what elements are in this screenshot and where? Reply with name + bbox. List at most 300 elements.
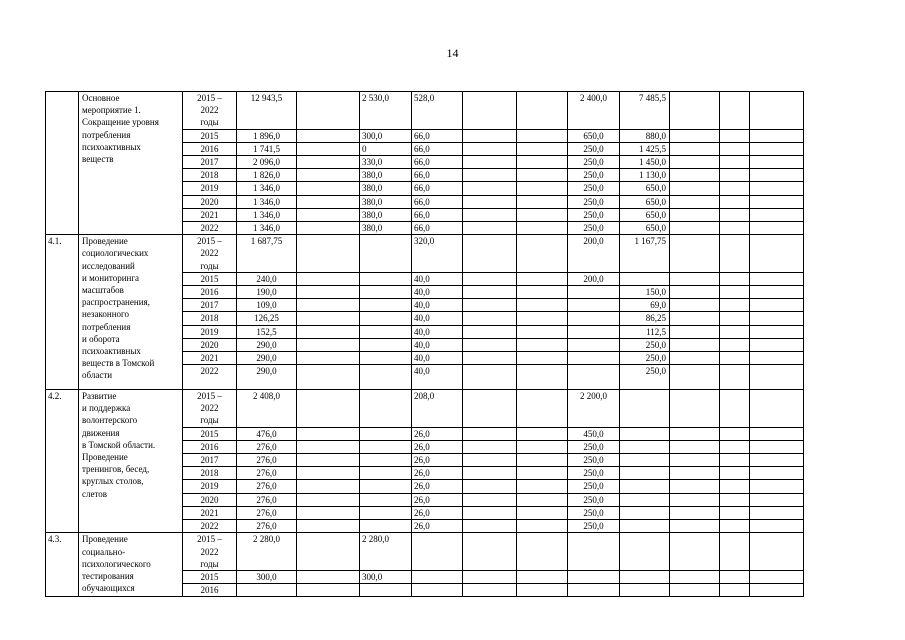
- value-cell: [463, 440, 517, 453]
- value-cell: 2 200,0: [568, 390, 620, 428]
- value-cell: [517, 480, 568, 493]
- value-cell: [237, 584, 297, 597]
- value-cell: 250,0: [620, 365, 670, 390]
- value-cell: 650,0: [568, 129, 620, 142]
- section-number: [46, 92, 79, 235]
- section-name: Основное мероприятие 1. Сокращение уровня потребления психоактивных веществ: [79, 92, 183, 235]
- value-cell: [297, 427, 360, 440]
- value-cell: [517, 195, 568, 208]
- value-cell: 40,0: [412, 286, 463, 299]
- value-cell: [297, 92, 360, 130]
- value-cell: [517, 169, 568, 182]
- value-cell: 650,0: [620, 195, 670, 208]
- value-cell: 2 280,0: [237, 533, 297, 571]
- value-cell: [720, 493, 750, 506]
- value-cell: [670, 208, 720, 221]
- value-cell: [720, 129, 750, 142]
- value-cell: 250,0: [568, 182, 620, 195]
- value-cell: [360, 520, 412, 533]
- value-cell: [517, 467, 568, 480]
- value-cell: 250,0: [568, 195, 620, 208]
- value-cell: [568, 365, 620, 390]
- value-cell: 1 346,0: [237, 182, 297, 195]
- value-cell: [463, 208, 517, 221]
- value-cell: [670, 272, 720, 285]
- value-cell: [517, 208, 568, 221]
- value-cell: [670, 195, 720, 208]
- value-cell: [750, 156, 804, 169]
- value-cell: 880,0: [620, 129, 670, 142]
- value-cell: [568, 352, 620, 365]
- year-cell: 2015: [183, 427, 237, 440]
- value-cell: [463, 299, 517, 312]
- year-cell: 2015: [183, 570, 237, 583]
- value-cell: 528,0: [412, 92, 463, 130]
- year-cell: 2022: [183, 520, 237, 533]
- period-cell: 2015 – 2022 годы: [183, 390, 237, 428]
- value-cell: [568, 570, 620, 583]
- value-cell: [720, 440, 750, 453]
- value-cell: [297, 312, 360, 325]
- value-cell: [720, 182, 750, 195]
- section-number: 4.1.: [46, 235, 79, 390]
- value-cell: [750, 454, 804, 467]
- value-cell: [360, 338, 412, 351]
- value-cell: [463, 195, 517, 208]
- value-cell: [670, 299, 720, 312]
- section-number: 4.2.: [46, 390, 79, 533]
- value-cell: [463, 506, 517, 519]
- value-cell: 380,0: [360, 195, 412, 208]
- value-cell: 86,25: [620, 312, 670, 325]
- value-cell: 250,0: [568, 493, 620, 506]
- value-cell: 2 408,0: [237, 390, 297, 428]
- value-cell: [297, 325, 360, 338]
- value-cell: 450,0: [568, 427, 620, 440]
- value-cell: [750, 235, 804, 273]
- year-cell: 2017: [183, 156, 237, 169]
- value-cell: [297, 208, 360, 221]
- value-cell: [297, 156, 360, 169]
- value-cell: [517, 365, 568, 390]
- value-cell: 1 346,0: [237, 195, 297, 208]
- value-cell: [360, 365, 412, 390]
- value-cell: 476,0: [237, 427, 297, 440]
- value-cell: [297, 338, 360, 351]
- value-cell: [670, 338, 720, 351]
- value-cell: [750, 208, 804, 221]
- value-cell: [463, 235, 517, 273]
- value-cell: [670, 222, 720, 235]
- value-cell: [670, 156, 720, 169]
- value-cell: [720, 208, 750, 221]
- value-cell: [517, 520, 568, 533]
- value-cell: [720, 156, 750, 169]
- year-cell: 2015: [183, 129, 237, 142]
- value-cell: 276,0: [237, 467, 297, 480]
- value-cell: [750, 312, 804, 325]
- value-cell: [297, 142, 360, 155]
- value-cell: 290,0: [237, 352, 297, 365]
- year-cell: 2018: [183, 169, 237, 182]
- value-cell: 276,0: [237, 506, 297, 519]
- value-cell: [517, 142, 568, 155]
- value-cell: 40,0: [412, 312, 463, 325]
- value-cell: [750, 506, 804, 519]
- value-cell: [360, 454, 412, 467]
- year-cell: 2019: [183, 182, 237, 195]
- value-cell: 26,0: [412, 506, 463, 519]
- value-cell: [750, 533, 804, 571]
- value-cell: [463, 365, 517, 390]
- value-cell: 380,0: [360, 222, 412, 235]
- value-cell: 200,0: [568, 235, 620, 273]
- value-cell: 380,0: [360, 208, 412, 221]
- value-cell: [620, 480, 670, 493]
- value-cell: [720, 338, 750, 351]
- value-cell: [750, 584, 804, 597]
- value-cell: [720, 169, 750, 182]
- value-cell: [750, 299, 804, 312]
- value-cell: [297, 506, 360, 519]
- value-cell: [750, 142, 804, 155]
- value-cell: [750, 440, 804, 453]
- period-cell: 2015 – 2022 годы: [183, 235, 237, 273]
- value-cell: 1 896,0: [237, 129, 297, 142]
- budget-table: [45, 91, 804, 597]
- value-cell: [297, 195, 360, 208]
- value-cell: [568, 325, 620, 338]
- value-cell: [670, 533, 720, 571]
- value-cell: 40,0: [412, 272, 463, 285]
- value-cell: [517, 493, 568, 506]
- value-cell: [720, 570, 750, 583]
- value-cell: 26,0: [412, 480, 463, 493]
- value-cell: [720, 195, 750, 208]
- value-cell: [297, 272, 360, 285]
- section-name: Развитие и поддержка волонтерского движения в Томской области. Проведение тренингов, бесед, круглых столов, слетов: [79, 390, 183, 533]
- value-cell: 26,0: [412, 493, 463, 506]
- value-cell: 69,0: [620, 299, 670, 312]
- value-cell: [360, 584, 412, 597]
- value-cell: 152,5: [237, 325, 297, 338]
- value-cell: [517, 570, 568, 583]
- value-cell: [720, 520, 750, 533]
- value-cell: 300,0: [360, 129, 412, 142]
- value-cell: [620, 467, 670, 480]
- value-cell: [297, 467, 360, 480]
- value-cell: 7 485,5: [620, 92, 670, 130]
- value-cell: [517, 325, 568, 338]
- value-cell: 276,0: [237, 480, 297, 493]
- value-cell: 650,0: [620, 182, 670, 195]
- value-cell: [463, 129, 517, 142]
- value-cell: [670, 352, 720, 365]
- value-cell: [720, 272, 750, 285]
- value-cell: 208,0: [412, 390, 463, 428]
- value-cell: [720, 352, 750, 365]
- value-cell: 250,0: [568, 208, 620, 221]
- value-cell: [463, 338, 517, 351]
- value-cell: [670, 467, 720, 480]
- value-cell: 66,0: [412, 208, 463, 221]
- value-cell: [620, 493, 670, 506]
- value-cell: [568, 286, 620, 299]
- section-name: Проведение социологических исследований и мониторинга масштабов распространения, незаконного потребления и оборота психоактивных веществ в Томской области: [79, 235, 183, 390]
- value-cell: 26,0: [412, 520, 463, 533]
- section-total-row: [46, 390, 804, 428]
- value-cell: [297, 493, 360, 506]
- value-cell: [720, 312, 750, 325]
- year-cell: 2018: [183, 467, 237, 480]
- value-cell: 109,0: [237, 299, 297, 312]
- value-cell: [297, 365, 360, 390]
- value-cell: [297, 352, 360, 365]
- value-cell: [620, 506, 670, 519]
- value-cell: 1 425,5: [620, 142, 670, 155]
- value-cell: [620, 520, 670, 533]
- value-cell: [517, 156, 568, 169]
- value-cell: [720, 235, 750, 273]
- value-cell: 2 096,0: [237, 156, 297, 169]
- value-cell: [463, 480, 517, 493]
- value-cell: [297, 390, 360, 428]
- value-cell: [720, 533, 750, 571]
- value-cell: 250,0: [568, 156, 620, 169]
- value-cell: [670, 169, 720, 182]
- value-cell: 0: [360, 142, 412, 155]
- value-cell: [463, 142, 517, 155]
- value-cell: 26,0: [412, 467, 463, 480]
- value-cell: [750, 520, 804, 533]
- value-cell: 250,0: [620, 352, 670, 365]
- value-cell: 40,0: [412, 325, 463, 338]
- value-cell: [670, 454, 720, 467]
- value-cell: 290,0: [237, 365, 297, 390]
- value-cell: 380,0: [360, 169, 412, 182]
- value-cell: [463, 584, 517, 597]
- value-cell: [463, 454, 517, 467]
- value-cell: [517, 352, 568, 365]
- value-cell: [463, 312, 517, 325]
- value-cell: [463, 92, 517, 130]
- value-cell: [670, 365, 720, 390]
- value-cell: 300,0: [237, 570, 297, 583]
- value-cell: [517, 286, 568, 299]
- value-cell: 250,0: [620, 338, 670, 351]
- value-cell: [463, 520, 517, 533]
- value-cell: 250,0: [568, 520, 620, 533]
- value-cell: [720, 454, 750, 467]
- value-cell: [750, 352, 804, 365]
- year-cell: 2016: [183, 286, 237, 299]
- year-cell: 2017: [183, 454, 237, 467]
- value-cell: [568, 312, 620, 325]
- value-cell: [517, 338, 568, 351]
- value-cell: 1 130,0: [620, 169, 670, 182]
- value-cell: [412, 533, 463, 571]
- value-cell: [517, 299, 568, 312]
- value-cell: [620, 533, 670, 571]
- value-cell: 250,0: [568, 454, 620, 467]
- section-number: 4.3.: [46, 533, 79, 597]
- value-cell: [568, 299, 620, 312]
- value-cell: 40,0: [412, 365, 463, 390]
- value-cell: 1 826,0: [237, 169, 297, 182]
- value-cell: [297, 584, 360, 597]
- value-cell: 1 167,75: [620, 235, 670, 273]
- value-cell: [750, 480, 804, 493]
- value-cell: 650,0: [620, 208, 670, 221]
- value-cell: [620, 272, 670, 285]
- value-cell: [720, 506, 750, 519]
- value-cell: [360, 235, 412, 273]
- value-cell: [670, 92, 720, 130]
- value-cell: [463, 570, 517, 583]
- value-cell: 40,0: [412, 338, 463, 351]
- value-cell: 276,0: [237, 520, 297, 533]
- value-cell: [517, 390, 568, 428]
- value-cell: [463, 222, 517, 235]
- value-cell: [463, 352, 517, 365]
- value-cell: [750, 493, 804, 506]
- value-cell: [568, 533, 620, 571]
- value-cell: [297, 454, 360, 467]
- value-cell: 650,0: [620, 222, 670, 235]
- value-cell: [297, 286, 360, 299]
- value-cell: [463, 286, 517, 299]
- value-cell: [517, 584, 568, 597]
- value-cell: [568, 338, 620, 351]
- value-cell: [297, 182, 360, 195]
- value-cell: 66,0: [412, 169, 463, 182]
- value-cell: [620, 584, 670, 597]
- value-cell: 2 400,0: [568, 92, 620, 130]
- value-cell: [517, 272, 568, 285]
- year-cell: 2017: [183, 299, 237, 312]
- year-cell: 2018: [183, 312, 237, 325]
- value-cell: [517, 235, 568, 273]
- year-cell: 2022: [183, 365, 237, 390]
- value-cell: [360, 467, 412, 480]
- year-cell: 2021: [183, 352, 237, 365]
- value-cell: [620, 570, 670, 583]
- value-cell: [670, 493, 720, 506]
- value-cell: 2 530,0: [360, 92, 412, 130]
- value-cell: [670, 390, 720, 428]
- year-cell: 2019: [183, 480, 237, 493]
- value-cell: [517, 129, 568, 142]
- value-cell: [517, 427, 568, 440]
- value-cell: [360, 312, 412, 325]
- value-cell: 126,25: [237, 312, 297, 325]
- value-cell: 276,0: [237, 440, 297, 453]
- value-cell: [620, 427, 670, 440]
- value-cell: [620, 390, 670, 428]
- value-cell: [517, 182, 568, 195]
- value-cell: [670, 286, 720, 299]
- value-cell: 200,0: [568, 272, 620, 285]
- value-cell: [360, 272, 412, 285]
- value-cell: [517, 312, 568, 325]
- value-cell: [620, 454, 670, 467]
- value-cell: 190,0: [237, 286, 297, 299]
- value-cell: 112,5: [620, 325, 670, 338]
- year-cell: 2020: [183, 195, 237, 208]
- value-cell: 66,0: [412, 182, 463, 195]
- value-cell: [670, 584, 720, 597]
- value-cell: 250,0: [568, 506, 620, 519]
- value-cell: 1 346,0: [237, 222, 297, 235]
- year-cell: 2016: [183, 584, 237, 597]
- value-cell: 250,0: [568, 222, 620, 235]
- period-cell: 2015 – 2022 годы: [183, 533, 237, 571]
- value-cell: [750, 390, 804, 428]
- value-cell: 26,0: [412, 427, 463, 440]
- value-cell: 2 280,0: [360, 533, 412, 571]
- value-cell: [360, 493, 412, 506]
- year-cell: 2015: [183, 272, 237, 285]
- value-cell: [670, 325, 720, 338]
- value-cell: [517, 440, 568, 453]
- value-cell: [750, 272, 804, 285]
- value-cell: 380,0: [360, 182, 412, 195]
- value-cell: [360, 506, 412, 519]
- value-cell: 150,0: [620, 286, 670, 299]
- section-total-row: [46, 92, 804, 130]
- value-cell: [670, 129, 720, 142]
- value-cell: [463, 272, 517, 285]
- value-cell: [297, 299, 360, 312]
- value-cell: 1 450,0: [620, 156, 670, 169]
- value-cell: 250,0: [568, 142, 620, 155]
- value-cell: [360, 325, 412, 338]
- value-cell: 276,0: [237, 454, 297, 467]
- value-cell: [750, 169, 804, 182]
- value-cell: [750, 129, 804, 142]
- period-cell: 2015 – 2022 годы: [183, 92, 237, 130]
- value-cell: 12 943,5: [237, 92, 297, 130]
- year-cell: 2021: [183, 506, 237, 519]
- year-cell: 2021: [183, 208, 237, 221]
- value-cell: [463, 169, 517, 182]
- value-cell: [670, 312, 720, 325]
- value-cell: [720, 467, 750, 480]
- value-cell: 26,0: [412, 440, 463, 453]
- value-cell: [412, 570, 463, 583]
- value-cell: 250,0: [568, 440, 620, 453]
- value-cell: [750, 570, 804, 583]
- value-cell: [750, 92, 804, 130]
- value-cell: 290,0: [237, 338, 297, 351]
- value-cell: [670, 235, 720, 273]
- value-cell: [720, 325, 750, 338]
- value-cell: [670, 520, 720, 533]
- value-cell: 276,0: [237, 493, 297, 506]
- value-cell: 1 346,0: [237, 208, 297, 221]
- value-cell: [750, 427, 804, 440]
- year-cell: 2016: [183, 142, 237, 155]
- value-cell: 66,0: [412, 195, 463, 208]
- value-cell: [720, 365, 750, 390]
- value-cell: [720, 222, 750, 235]
- value-cell: [720, 286, 750, 299]
- year-cell: 2016: [183, 440, 237, 453]
- value-cell: [463, 325, 517, 338]
- value-cell: 240,0: [237, 272, 297, 285]
- value-cell: [297, 129, 360, 142]
- value-cell: [297, 235, 360, 273]
